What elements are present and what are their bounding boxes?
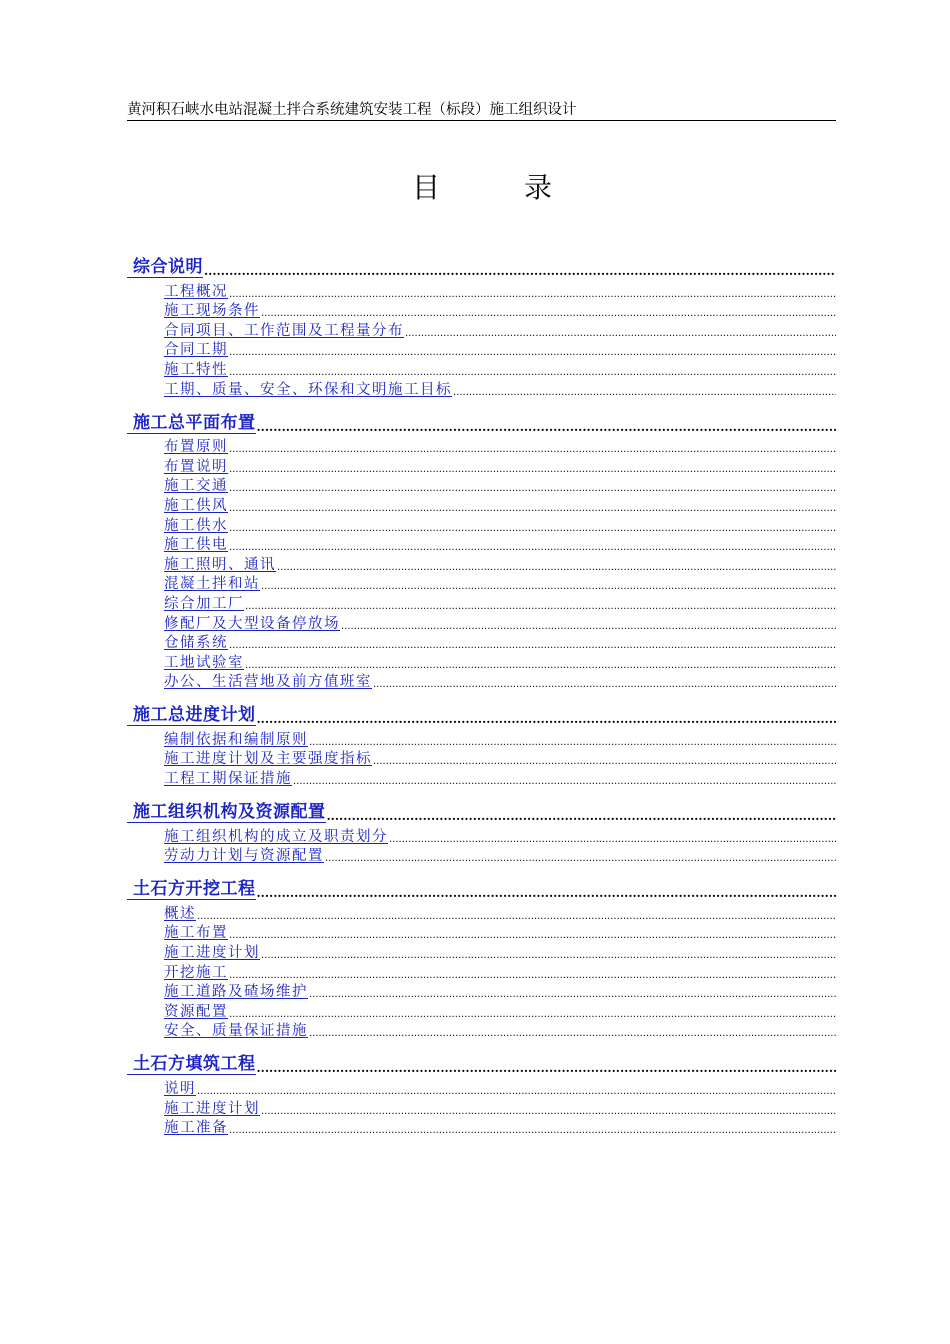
toc-minor-link[interactable]: 办公、生活营地及前方值班室 <box>164 674 372 691</box>
toc-major-link[interactable]: 施工总进度计划 <box>127 705 256 726</box>
toc-minor-entry[interactable] <box>127 379 836 399</box>
toc-major-link[interactable]: 施工组织机构及资源配置 <box>127 802 326 823</box>
toc-title <box>0 168 950 208</box>
toc-minor-link[interactable]: 施工组织机构的成立及职责划分 <box>164 828 388 845</box>
toc-minor-link[interactable]: 说明 <box>164 1081 196 1097</box>
toc-minor-entry[interactable] <box>127 593 836 613</box>
toc-dot-leader <box>229 1125 836 1137</box>
toc-section <box>127 256 836 399</box>
toc-minor-entry[interactable] <box>127 1078 836 1098</box>
toc-minor-link[interactable]: 施工进度计划 <box>164 945 260 962</box>
toc-minor-link[interactable]: 概述 <box>164 905 196 922</box>
toc-minor-entry[interactable] <box>127 1098 836 1118</box>
toc-dot-leader <box>229 1009 836 1021</box>
toc-minor-link[interactable]: 施工照明、通讯 <box>164 556 276 573</box>
toc-minor-entry[interactable] <box>127 320 836 340</box>
toc-major-entry[interactable] <box>127 801 836 823</box>
toc-dot-leader <box>257 420 837 434</box>
toc-dot-leader <box>257 886 837 900</box>
toc-minor-link[interactable]: 施工布置 <box>164 925 228 942</box>
toc-minor-link[interactable]: 施工特性 <box>164 361 228 378</box>
toc-minor-entry[interactable] <box>127 846 836 866</box>
toc-section <box>127 704 836 788</box>
toc-dot-leader <box>229 483 836 495</box>
toc-minor-entry[interactable] <box>127 768 836 788</box>
toc-minor-link[interactable]: 布置说明 <box>164 458 228 475</box>
toc-dot-leader <box>229 640 836 652</box>
toc-major-entry[interactable] <box>127 412 836 434</box>
toc-dot-leader <box>389 834 836 846</box>
toc-minor-entry[interactable] <box>127 456 836 476</box>
toc-minor-entry[interactable] <box>127 1021 836 1041</box>
toc-dot-leader <box>229 970 836 982</box>
toc-dot-leader <box>229 542 836 554</box>
toc-dot-leader <box>309 737 836 749</box>
toc-dot-leader <box>229 503 836 515</box>
toc-minor-entry[interactable] <box>127 1118 836 1138</box>
toc-section <box>127 878 836 1040</box>
toc-major-link[interactable]: 土石方填筑工程 <box>127 1054 256 1075</box>
toc-minor-link[interactable]: 合同工期 <box>164 342 228 359</box>
toc-minor-link[interactable]: 编制依据和编制原则 <box>164 731 308 748</box>
toc-minor-entry[interactable] <box>127 942 836 962</box>
header-rule <box>127 120 836 121</box>
toc-minor-entry[interactable] <box>127 301 836 321</box>
toc-dot-leader <box>373 756 836 768</box>
toc-dot-leader <box>257 1061 837 1075</box>
toc-minor-entry[interactable] <box>127 535 836 555</box>
toc-dot-leader <box>257 712 837 726</box>
toc-minor-link[interactable]: 施工准备 <box>164 1120 228 1137</box>
toc-minor-link[interactable]: 安全、质量保证措施 <box>164 1023 308 1040</box>
toc-section <box>127 801 836 865</box>
toc-title-char-1: 目 <box>412 171 441 204</box>
toc-dot-leader <box>229 367 836 379</box>
toc-minor-link[interactable]: 布置原则 <box>164 439 228 456</box>
toc-dot-leader <box>204 264 836 278</box>
toc-minor-entry[interactable] <box>127 826 836 846</box>
toc-minor-entry[interactable] <box>127 672 836 692</box>
toc-minor-link[interactable]: 施工供风 <box>164 497 228 514</box>
toc-minor-entry[interactable] <box>127 515 836 535</box>
toc-dot-leader <box>229 347 836 359</box>
toc-minor-link[interactable]: 合同项目、工作范围及工程量分布 <box>164 322 404 339</box>
toc-dot-leader <box>309 989 836 1001</box>
toc-minor-link[interactable]: 开挖施工 <box>164 964 228 981</box>
toc-major-link[interactable]: 施工总平面布置 <box>127 413 256 434</box>
toc-minor-link[interactable]: 资源配置 <box>164 1003 228 1020</box>
toc-minor-link[interactable]: 工程工期保证措施 <box>164 771 292 788</box>
toc-dot-leader <box>277 562 836 574</box>
toc-dot-leader <box>229 523 836 535</box>
toc-minor-entry[interactable] <box>127 982 836 1002</box>
toc-minor-link[interactable]: 工期、质量、安全、环保和文明施工目标 <box>164 381 452 398</box>
toc-dot-leader <box>229 930 836 942</box>
toc-minor-entry[interactable] <box>127 729 836 749</box>
toc-minor-entry[interactable] <box>127 437 836 457</box>
toc-minor-entry[interactable] <box>127 359 836 379</box>
toc-minor-entry[interactable] <box>127 554 836 574</box>
toc-minor-link[interactable]: 混凝土拌和站 <box>164 576 260 593</box>
toc-section <box>127 1053 836 1137</box>
toc-minor-link[interactable]: 施工进度计划 <box>164 1100 260 1117</box>
toc-dot-leader <box>327 809 837 823</box>
toc-minor-entry[interactable] <box>127 903 836 923</box>
toc-minor-link[interactable]: 劳动力计划与资源配置 <box>164 848 324 865</box>
toc-dot-leader <box>229 444 836 456</box>
toc-dot-leader <box>229 289 836 301</box>
toc-dot-leader <box>245 601 836 613</box>
table-of-contents <box>127 256 836 1150</box>
toc-minor-entry[interactable] <box>127 340 836 360</box>
toc-minor-link[interactable]: 工地试验室 <box>164 654 244 671</box>
toc-major-entry[interactable] <box>127 878 836 900</box>
toc-major-link[interactable]: 土石方开挖工程 <box>127 879 256 900</box>
toc-dot-leader <box>197 911 836 923</box>
toc-dot-leader <box>341 621 836 633</box>
toc-dot-leader <box>261 950 836 962</box>
toc-dot-leader <box>197 1086 836 1098</box>
toc-minor-link[interactable]: 施工道路及碴场维护 <box>164 984 308 1001</box>
toc-minor-entry[interactable] <box>127 495 836 515</box>
toc-minor-link[interactable]: 工程概况 <box>164 283 228 300</box>
toc-title-char-2: 录 <box>524 171 553 204</box>
toc-minor-link[interactable]: 施工交通 <box>164 478 228 495</box>
toc-minor-entry[interactable] <box>127 962 836 982</box>
toc-minor-link[interactable]: 施工现场条件 <box>164 303 260 320</box>
running-header: 黄河积石峡水电站混凝土拌合系统建筑安装工程（标段）施工组织设计 <box>127 102 577 118</box>
toc-dot-leader <box>261 581 836 593</box>
toc-minor-link[interactable]: 综合加工厂 <box>164 595 244 612</box>
toc-section <box>127 412 836 692</box>
toc-minor-entry[interactable] <box>127 613 836 633</box>
toc-major-entry[interactable] <box>127 256 836 278</box>
toc-dot-leader <box>245 660 836 672</box>
toc-dot-leader <box>373 679 836 691</box>
toc-dot-leader <box>293 776 836 788</box>
toc-minor-entry[interactable] <box>127 574 836 594</box>
toc-minor-entry[interactable] <box>127 476 836 496</box>
toc-major-entry[interactable] <box>127 1053 836 1075</box>
toc-major-link[interactable]: 综合说明 <box>127 257 203 278</box>
toc-dot-leader <box>309 1028 836 1040</box>
toc-minor-entry[interactable] <box>127 1001 836 1021</box>
toc-dot-leader <box>261 1106 836 1118</box>
toc-dot-leader <box>229 464 836 476</box>
toc-minor-link[interactable]: 施工供电 <box>164 537 228 554</box>
toc-dot-leader <box>261 308 836 320</box>
toc-minor-entry[interactable] <box>127 281 836 301</box>
toc-minor-entry[interactable] <box>127 749 836 769</box>
toc-major-entry[interactable] <box>127 704 836 726</box>
toc-dot-leader <box>325 853 836 865</box>
toc-minor-link[interactable]: 修配厂及大型设备停放场 <box>164 615 340 632</box>
toc-minor-link[interactable]: 施工进度计划及主要强度指标 <box>164 751 372 768</box>
toc-minor-link[interactable]: 施工供水 <box>164 517 228 534</box>
toc-minor-entry[interactable] <box>127 923 836 943</box>
toc-dot-leader <box>405 328 836 340</box>
toc-minor-entry[interactable] <box>127 633 836 653</box>
toc-minor-link[interactable]: 仓储系统 <box>164 635 228 652</box>
toc-dot-leader <box>453 387 836 399</box>
toc-minor-entry[interactable] <box>127 652 836 672</box>
